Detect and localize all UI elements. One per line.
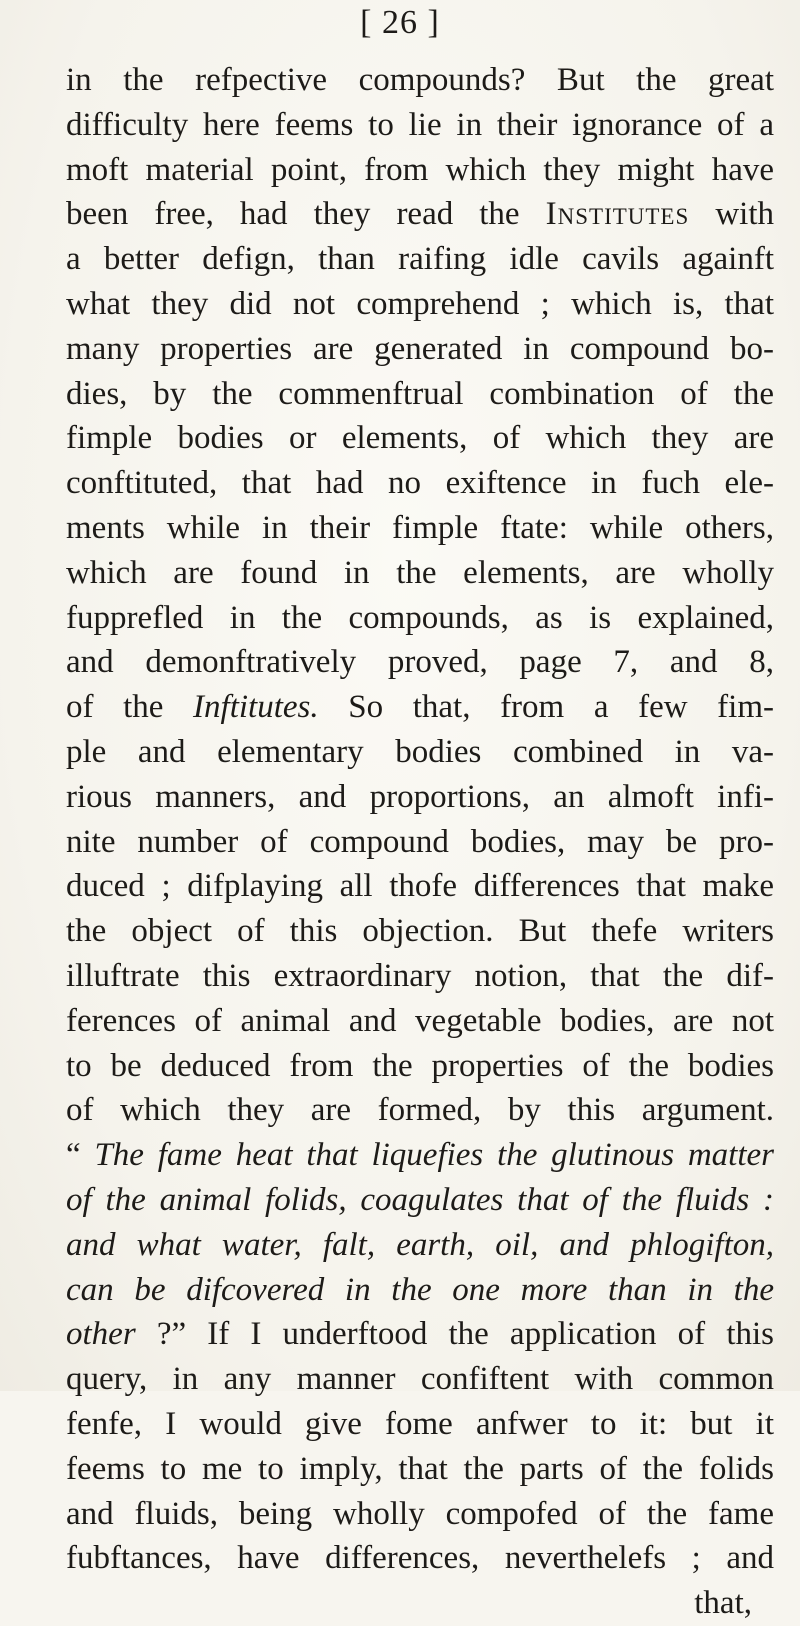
text-segment: ?” bbox=[135, 1316, 187, 1353]
text-segment: ple and elementary bodies combined in va- bbox=[66, 733, 774, 770]
text-segment: of which they are formed, by this argument. bbox=[66, 1092, 774, 1129]
text-line bbox=[66, 1044, 774, 1089]
small-caps-text: Institutes bbox=[545, 196, 690, 233]
text-line bbox=[66, 730, 774, 775]
catchword-line bbox=[66, 1581, 774, 1626]
text-segment: fubftances, have differences, neverthelefs ; and bbox=[66, 1540, 774, 1577]
text-line bbox=[66, 1357, 774, 1402]
text-segment: the object of this objection. But thefe writers bbox=[66, 913, 774, 950]
text-segment: conftituted, that had no exiftence in fuch ele- bbox=[66, 465, 774, 502]
text-line bbox=[66, 148, 774, 193]
text-segment: feems to me to imply, that the parts of the folids bbox=[66, 1450, 774, 1487]
italic-text: Inftitutes. bbox=[193, 689, 319, 726]
text-segment: So that, from a few fim- bbox=[318, 689, 774, 726]
text-segment: been free, had they read the bbox=[66, 196, 546, 233]
text-segment: what they did not comprehend ; which is, that bbox=[66, 285, 774, 322]
text-segment: “ bbox=[66, 1137, 95, 1174]
italic-text: other bbox=[66, 1316, 136, 1353]
italic-text: of the animal folids, coagulates that of the fluids : bbox=[66, 1181, 774, 1218]
text-segment: that, bbox=[694, 1585, 752, 1622]
text-line bbox=[66, 1133, 774, 1178]
text-line bbox=[66, 775, 774, 820]
text-segment: duced ; difplaying all thofe differences that make bbox=[66, 868, 774, 905]
text-segment: ments while in their fimple ftate: while others, bbox=[66, 509, 774, 546]
text-segment: and fluids, being wholly compofed of the fame bbox=[66, 1495, 774, 1532]
text-segment: fimple bodies or elements, of which they are bbox=[66, 420, 774, 457]
text-line bbox=[66, 192, 774, 237]
text-segment: If I underftood the application of this bbox=[186, 1316, 774, 1353]
text-line bbox=[66, 596, 774, 641]
text-line bbox=[66, 1178, 774, 1223]
text-line bbox=[66, 282, 774, 327]
page-number: [ 26 ] bbox=[360, 4, 440, 41]
text-segment: with bbox=[689, 196, 774, 233]
text-line bbox=[66, 103, 774, 148]
text-segment: dies, by the commenftrual combination of the bbox=[66, 375, 774, 412]
text-line bbox=[66, 372, 774, 417]
text-segment: query, in any manner confiftent with common bbox=[66, 1361, 774, 1398]
text-segment: a better defign, than raifing idle cavils againft bbox=[66, 241, 774, 278]
text-line bbox=[66, 551, 774, 596]
text-line bbox=[66, 506, 774, 551]
text-segment: nite number of compound bodies, may be pro- bbox=[66, 823, 774, 860]
text-segment: illuftrate this extraordinary notion, that the dif- bbox=[66, 957, 774, 994]
text-line bbox=[66, 1223, 774, 1268]
text-line bbox=[66, 1447, 774, 1492]
text-line bbox=[66, 820, 774, 865]
text-line bbox=[66, 1268, 774, 1313]
text-line bbox=[66, 1402, 774, 1447]
text-segment: moft material point, from which they might have bbox=[66, 151, 774, 188]
text-line bbox=[66, 640, 774, 685]
text-segment: to be deduced from the properties of the bodies bbox=[66, 1047, 774, 1084]
text-segment: which are found in the elements, are wholly bbox=[66, 554, 774, 591]
text-line bbox=[66, 999, 774, 1044]
italic-text: can be difcovered in the one more than in the bbox=[66, 1271, 774, 1308]
text-segment: fenfe, I would give fome anfwer to it: but it bbox=[66, 1405, 774, 1442]
text-line bbox=[66, 461, 774, 506]
text-segment: fupprefled in the compounds, as is explained, bbox=[66, 599, 774, 636]
text-line bbox=[66, 954, 774, 999]
text-line bbox=[66, 1492, 774, 1537]
text-line bbox=[66, 237, 774, 282]
text-line bbox=[66, 1536, 774, 1581]
text-line bbox=[66, 685, 774, 730]
text-line bbox=[66, 909, 774, 954]
text-segment: of the bbox=[66, 689, 194, 726]
text-line bbox=[66, 1312, 774, 1357]
text-segment: difficulty here feems to lie in their ignorance of a bbox=[66, 106, 774, 143]
text-line bbox=[66, 58, 774, 103]
text-segment: in the refpective compounds? But the great bbox=[66, 62, 774, 98]
text-line bbox=[66, 327, 774, 372]
text-segment: ferences of animal and vegetable bodies, are not bbox=[66, 1002, 774, 1039]
italic-text: and what water, falt, earth, oil, and phlogifton, bbox=[66, 1226, 774, 1263]
text-line bbox=[66, 864, 774, 909]
text-line bbox=[66, 1088, 774, 1133]
italic-text: The fame heat that liquefies the glutinous matter bbox=[94, 1137, 774, 1174]
text-line bbox=[66, 416, 774, 461]
text-segment: rious manners, and proportions, an almoft infi- bbox=[66, 778, 774, 815]
text-segment: and demonftratively proved, page 7, and 8, bbox=[66, 644, 774, 681]
text-segment: many properties are generated in compound bo- bbox=[66, 330, 774, 367]
